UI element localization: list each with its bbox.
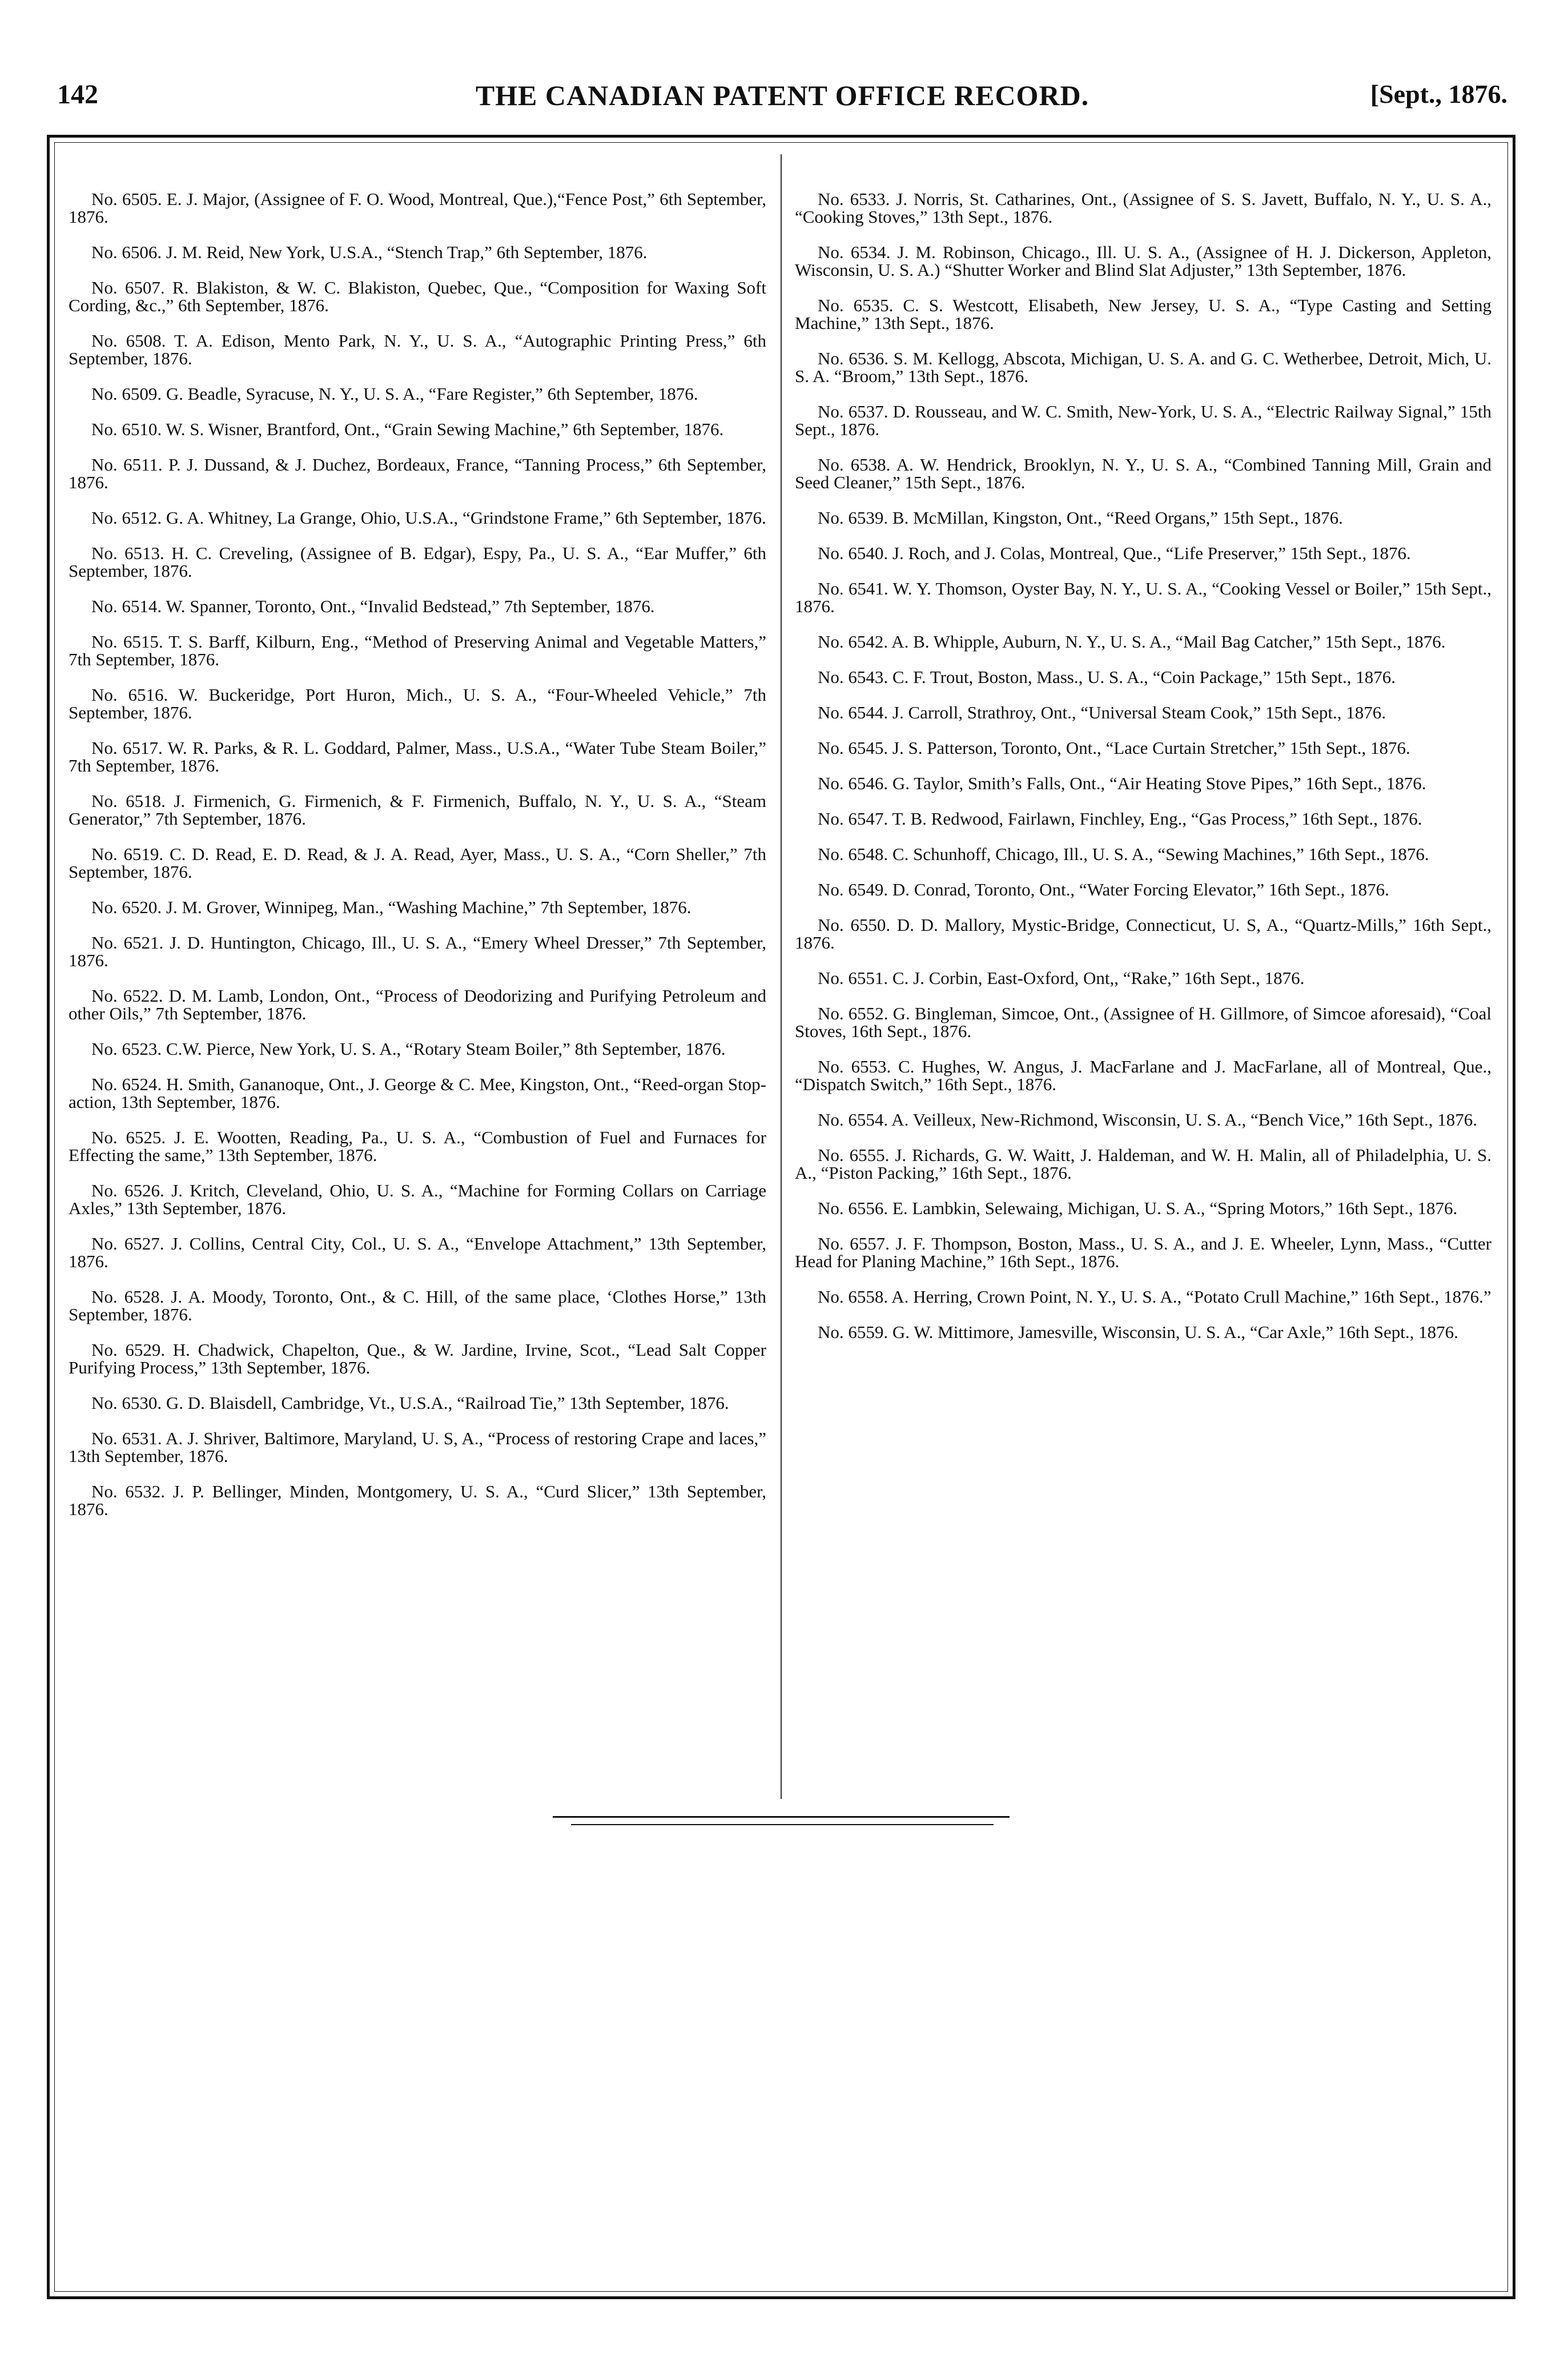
patent-entry: No. 6548. C. Schunhoff, Chicago, Ill., U. S. A., “Sewing Machines,” 16th Sept., 1876. <box>818 844 1429 864</box>
patent-entry: No. 6505. E. J. Major, (Assignee of F. O. Wood, Montreal, Que.),“Fence Post,” 6th September, 1876. <box>69 189 766 227</box>
page-header <box>57 79 1507 119</box>
patent-entry: No. 6521. J. D. Huntington, Chicago, Ill., U. S. A., “Emery Wheel Dresser,” 7th September, 1876. <box>69 933 766 970</box>
patent-entry: No. 6547. T. B. Redwood, Fairlawn, Finchley, Eng., “Gas Process,” 16th Sept., 1876. <box>818 809 1422 829</box>
patent-entry: No. 6513. H. C. Creveling, (Assignee of B. Edgar), Espy, Pa., U. S. A., “Ear Muffer,” 6th September, 1876. <box>69 543 766 581</box>
patent-entry: No. 6559. G. W. Mittimore, Jamesville, Wisconsin, U. S. A., “Car Axle,” 16th Sept., 1876. <box>818 1322 1458 1342</box>
patent-entry: No. 6522. D. M. Lamb, London, Ont., “Process of Deodorizing and Purifying Petroleum and other Oils,” 7th September, 1876. <box>69 986 766 1023</box>
patent-entry: No. 6531. A. J. Shriver, Baltimore, Maryland, U. S, A., “Process of restoring Crape and laces,” 13th September, 1876. <box>69 1428 766 1466</box>
patent-entry: No. 6541. W. Y. Thomson, Oyster Bay, N. Y., U. S. A., “Cooking Vessel or Boiler,” 15th Sept., 1876. <box>795 579 1491 616</box>
issue-date: [Sept., 1876. <box>1370 79 1507 109</box>
patent-entry: No. 6523. C.W. Pierce, New York, U. S. A., “Rotary Steam Boiler,” 8th September, 1876. <box>91 1039 726 1059</box>
patent-entry: No. 6546. G. Taylor, Smith’s Falls, Ont., “Air Heating Stove Pipes,” 16th Sept., 1876. <box>818 773 1426 793</box>
patent-entry: No. 6551. C. J. Corbin, East-Oxford, Ont,, “Rake,” 16th Sept., 1876. <box>818 968 1305 988</box>
patent-entry: No. 6508. T. A. Edison, Mento Park, N. Y., U. S. A., “Autographic Printing Press,” 6th September, 1876. <box>69 331 766 368</box>
patent-entry: No. 6532. J. P. Bellinger, Minden, Montgomery, U. S. A., “Curd Slicer,” 13th September, 1876. <box>69 1481 766 1519</box>
patent-entry: No. 6518. J. Firmenich, G. Firmenich, & F. Firmenich, Buffalo, N. Y., U. S. A., “Steam Generator,” 7th September, 1876. <box>69 791 766 829</box>
patent-entry: No. 6525. J. E. Wootten, Reading, Pa., U. S. A., “Combustion of Fuel and Furnaces for Effecting the same,” 13th September, 1876. <box>69 1127 766 1165</box>
patent-entry: No. 6553. C. Hughes, W. Angus, J. MacFarlane and J. MacFarlane, all of Montreal, Que., “Dispatch Switch,” 16th Sept., 1876. <box>795 1057 1491 1094</box>
patent-entry: No. 6520. J. M. Grover, Winnipeg, Man., “Washing Machine,” 7th September, 1876. <box>91 897 691 917</box>
patent-entry: No. 6529. H. Chadwick, Chapelton, Que., & W. Jardine, Irvine, Scot., “Lead Salt Copper Purifying Process,” 13th September, 1876. <box>69 1340 766 1377</box>
journal-title: THE CANADIAN PATENT OFFICE RECORD. <box>475 79 1089 111</box>
patent-entry: No. 6526. J. Kritch, Cleveland, Ohio, U. S. A., “Machine for Forming Collars on Carriage Axles,” 13th September, 1876. <box>69 1180 766 1218</box>
patent-entry: No. 6556. E. Lambkin, Selewaing, Michigan, U. S. A., “Spring Motors,” 16th Sept., 1876. <box>818 1198 1458 1218</box>
patent-entry: No. 6533. J. Norris, St. Catharines, Ont., (Assignee of S. S. Javett, Buffalo, N. Y., U. S. A., “Cooking Stoves,” 13th Sept., 1876. <box>795 189 1491 227</box>
patent-entry: No. 6517. W. R. Parks, & R. L. Goddard, Palmer, Mass., U.S.A., “Water Tube Steam Boiler,” 7th September, 1876. <box>69 738 766 776</box>
patent-entry: No. 6545. J. S. Patterson, Toronto, Ont., “Lace Curtain Stretcher,” 15th Sept., 1876. <box>818 738 1410 758</box>
end-rule-thin <box>571 1824 994 1825</box>
patent-entry: No. 6557. J. F. Thompson, Boston, Mass., U. S. A., and J. E. Wheeler, Lynn, Mass., “Cutter Head for Planing Machine,” 16th Sept., 1876. <box>795 1234 1491 1271</box>
column-divider <box>781 154 782 1799</box>
patent-entry: No. 6530. G. D. Blaisdell, Cambridge, Vt., U.S.A., “Railroad Tie,” 13th September, 1876. <box>91 1393 729 1413</box>
patent-entry: No. 6511. P. J. Dussand, & J. Duchez, Bordeaux, France, “Tanning Process,” 6th September, 1876. <box>69 455 766 492</box>
left-column <box>69 172 766 1525</box>
patent-entry: No. 6538. A. W. Hendrick, Brooklyn, N. Y., U. S. A., “Combined Tanning Mill, Grain and Seed Cleaner,” 15th Sept., 1876. <box>795 455 1491 492</box>
patent-entry: No. 6540. J. Roch, and J. Colas, Montreal, Que., “Life Preserver,” 15th Sept., 1876. <box>818 543 1411 563</box>
patent-entry: No. 6527. J. Collins, Central City, Col., U. S. A., “Envelope Attachment,” 13th September, 1876. <box>69 1234 766 1271</box>
patent-entry: No. 6544. J. Carroll, Strathroy, Ont., “Universal Steam Cook,” 15th Sept., 1876. <box>818 702 1386 722</box>
patent-entry: No. 6506. J. M. Reid, New York, U.S.A., “Stench Trap,” 6th September, 1876. <box>91 242 648 262</box>
patent-entry: No. 6552. G. Bingleman, Simcoe, Ont., (Assignee of H. Gillmore, of Simcoe aforesaid), “Coal Stoves, 16th Sept., 1876. <box>795 1003 1491 1041</box>
patent-entry: No. 6535. C. S. Westcott, Elisabeth, New Jersey, U. S. A., “Type Casting and Setting Machine,” 13th Sept., 1876. <box>795 295 1491 333</box>
patent-entry: No. 6539. B. McMillan, Kingston, Ont., “Reed Organs,” 15th Sept., 1876. <box>818 508 1343 528</box>
patent-entry: No. 6510. W. S. Wisner, Brantford, Ont., “Grain Sewing Machine,” 6th September, 1876. <box>91 419 724 439</box>
patent-entry: No. 6516. W. Buckeridge, Port Huron, Mich., U. S. A., “Four-Wheeled Vehicle,” 7th September, 1876. <box>69 685 766 722</box>
patent-entry: No. 6536. S. M. Kellogg, Abscota, Michigan, U. S. A. and G. C. Wetherbee, Detroit, Mich, U. S. A. “Broom,” 13th Sept., 1876. <box>795 348 1491 386</box>
patent-entry: No. 6542. A. B. Whipple, Auburn, N. Y., U. S. A., “Mail Bag Catcher,” 15th Sept., 1876. <box>818 632 1446 652</box>
patent-entry: No. 6554. A. Veilleux, New-Richmond, Wisconsin, U. S. A., “Bench Vice,” 16th Sept., 1876. <box>818 1110 1477 1130</box>
end-rule-thick <box>553 1816 1010 1818</box>
patent-entry: No. 6528. J. A. Moody, Toronto, Ont., & C. Hill, of the same place, ‘Clothes Horse,” 13th September, 1876. <box>69 1287 766 1324</box>
patent-entry: No. 6558. A. Herring, Crown Point, N. Y., U. S. A., “Potato Crull Machine,” 16th Sept., 1876.” <box>818 1287 1491 1307</box>
patent-entry: No. 6507. R. Blakiston, & W. C. Blakiston, Quebec, Que., “Composition for Waxing Soft Cording, &c.,” 6th September, 1876. <box>69 278 766 315</box>
patent-entry: No. 6534. J. M. Robinson, Chicago., Ill. U. S. A., (Assignee of H. J. Dickerson, Appleton, Wisconsin, U. S. A.) “Shutter Worker and Blind Slat Adjuster,” 13th September, 1876. <box>795 242 1491 280</box>
patent-entry: No. 6550. D. D. Mallory, Mystic-Bridge, Connecticut, U. S, A., “Quartz-Mills,” 16th Sept., 1876. <box>795 915 1491 953</box>
patent-entry: No. 6537. D. Rousseau, and W. C. Smith, New-York, U. S. A., “Electric Railway Signal,” 15th Sept., 1876. <box>795 401 1491 439</box>
patent-entry: No. 6524. H. Smith, Gananoque, Ont., J. George & C. Mee, Kingston, Ont., “Reed-organ Stop-action, 13th September, 1876. <box>69 1074 766 1112</box>
patent-entry: No. 6555. J. Richards, G. W. Waitt, J. Haldeman, and W. H. Malin, all of Philadelphia, U. S. A., “Piston Packing,” 16th Sept., 1876. <box>795 1145 1491 1183</box>
patent-entry: No. 6514. W. Spanner, Toronto, Ont., “Invalid Bedstead,” 7th September, 1876. <box>91 596 655 616</box>
right-column <box>795 172 1491 1348</box>
patent-entry: No. 6549. D. Conrad, Toronto, Ont., “Water Forcing Elevator,” 16th Sept., 1876. <box>818 879 1389 899</box>
patent-entry: No. 6519. C. D. Read, E. D. Read, & J. A. Read, Ayer, Mass., U. S. A., “Corn Sheller,” 7th September, 1876. <box>69 844 766 882</box>
patent-entry: No. 6509. G. Beadle, Syracuse, N. Y., U. S. A., “Fare Register,” 6th September, 1876. <box>91 384 698 404</box>
patent-entry: No. 6512. G. A. Whitney, La Grange, Ohio, U.S.A., “Grindstone Frame,” 6th September, 1876. <box>91 508 766 528</box>
patent-entry: No. 6515. T. S. Barff, Kilburn, Eng., “Method of Preserving Animal and Vegetable Matters,” 7th September, 1876. <box>69 632 766 669</box>
page-number: 142 <box>57 79 98 110</box>
patent-entry: No. 6543. C. F. Trout, Boston, Mass., U. S. A., “Coin Package,” 15th Sept., 1876. <box>818 667 1396 687</box>
